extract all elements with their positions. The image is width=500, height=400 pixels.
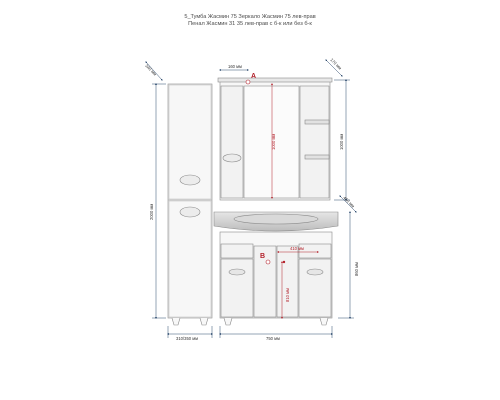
vanity-handle-left [229,269,245,275]
penal-handle-lower [180,207,200,217]
mirror-lamp [223,154,241,162]
marker-b: B [260,253,266,260]
label-vanity-width: 750 мм [266,336,280,341]
vanity-leg-left [224,318,232,325]
marker-a: A [251,73,257,80]
marker-a-dot [246,80,250,84]
vanity-handle-right [307,269,323,275]
vanity-door-right [299,259,331,317]
mirror-cornice [218,78,332,82]
label-mirror-top-width: 160 мм [228,64,242,69]
sink-bowl [234,214,318,224]
vanity-leg-right [320,318,328,325]
penal-leg-left [172,318,180,325]
label-vanity-inner-width: 410 мм [290,246,304,251]
mirror-right-door [300,86,329,198]
label-mirror-height-right: 1000 мм [339,133,344,150]
vanity-door-center-right [277,246,298,317]
penal-cabinet [168,84,212,325]
marker-b-dot [266,260,270,264]
vanity-door-left [221,259,253,317]
mirror-shelf-2 [305,155,329,159]
mirror-left-door [221,86,243,198]
label-mirror-inner-height: 1000 мм [271,133,276,150]
vanity-knob-right [283,261,285,263]
mirror-shelf-1 [305,120,329,124]
label-vanity-inner-height: 810 мм [285,288,290,302]
label-mirror-depth: 170 мм [329,57,343,71]
penal-leg-right [200,318,208,325]
label-penal-depth: 340 мм [144,63,158,77]
label-vanity-depth: 450 мм [342,195,356,209]
header-line-1: 5_Тумба Жасмин 75 Зеркало Жасмин 75 лев-прав [184,14,316,20]
vanity-drawer-left [221,244,253,258]
penal-handle-upper [180,175,200,185]
label-penal-width: 310/350 мм [176,336,199,341]
header-line-2: Пенал Жасмин 31 35 лев-прав с б-к или без б-к [188,21,312,27]
vanity-unit [214,212,338,325]
label-vanity-height: 860 мм [354,262,359,276]
label-penal-height: 2000 мм [149,203,154,220]
